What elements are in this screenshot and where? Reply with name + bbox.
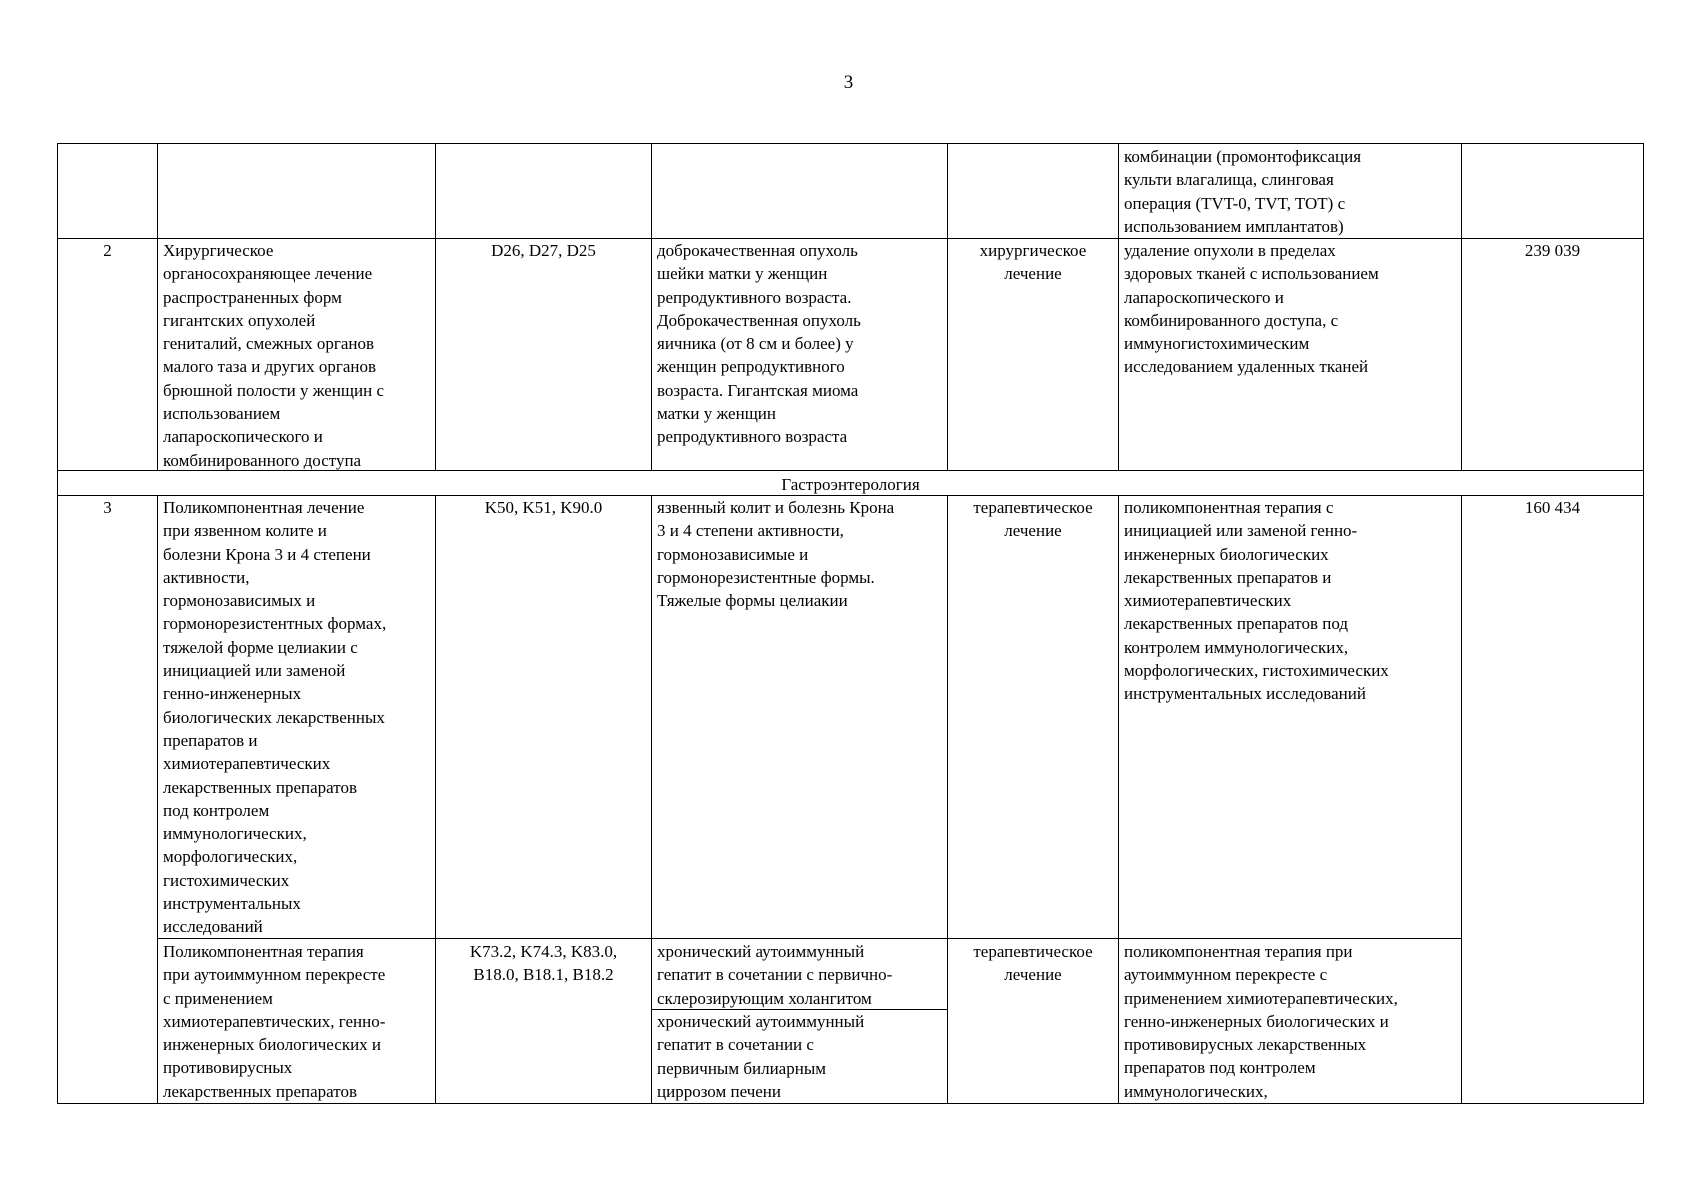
treatment-type-cell: терапевтическое лечение xyxy=(973,498,1093,541)
table-top-border xyxy=(57,143,1643,144)
icd-codes-cell: D26, D27, D25 xyxy=(491,241,596,260)
service-name-cell: Поликомпонентная лечение при язвенном колите и болезни Крона 3 и 4 степени активности, гормонозависимых и гормонорезистентных формах, тяжелой форме целиакии с инициацией или заменой генно-инженерных биологических лекарственных препаратов и химиотерапевтических лекарственных препаратов под контролем иммунологических, морфологических, гистохимических инструментальных исследований xyxy=(163,498,387,937)
column-divider xyxy=(1461,495,1462,1104)
method-cell: комбинации (промонтофиксация культи влагалища, слинговая операция (TVT-0, TVT, TOT) с использованием имплантатов) xyxy=(1124,147,1362,236)
patient-model-cell: доброкачественная опухоль шейки матки у женщин репродуктивного возраста. Доброкачественная опухоль яичника (от 8 см и более) у женщин репродуктивного возраста. Гигантская миома матки у женщин репродуктивного возраста xyxy=(657,241,861,447)
cost-cell: 239 039 xyxy=(1524,241,1581,260)
cost-cell: 160 434 xyxy=(1524,498,1581,517)
service-name-cell: Хирургическое органосохраняющее лечение распространенных форм гигантских опухолей гениталий, смежных органов малого таза и других органов брюшной полости у женщин с использованием лапароскопического и комбинированного доступа xyxy=(163,241,384,470)
method-cell: поликомпонентная терапия с инициацией или заменой генно- инженерных биологических лекарственных препаратов и химиотерапевтических лекарственных препаратов под контролем иммунологических, морфологических, гистохимических инструментальных исследований xyxy=(1124,498,1389,704)
table-left-border xyxy=(57,143,58,1104)
column-divider xyxy=(1118,143,1119,471)
patient-model-cell: язвенный колит и болезнь Крона 3 и 4 степени активности, гормонозависимые и гормонорезистентные формы. Тяжелые формы целиакии xyxy=(657,498,895,611)
page-number: 3 xyxy=(843,72,854,93)
treatment-type-cell: терапевтическое лечение xyxy=(973,942,1093,985)
column-divider xyxy=(947,143,948,471)
column-divider xyxy=(157,495,158,1104)
section-heading: Гастроэнтерология xyxy=(781,475,920,494)
service-name-cell: Поликомпонентная терапия при аутоиммунном перекресте с применением химиотерапевтических, генно- инженерных биологических и противовирусных лекарственных препаратов xyxy=(163,942,386,1101)
row-number-cell: 2 xyxy=(103,241,112,260)
patient-model-cell: хронический аутоиммунный гепатит в сочетании с первично- склерозирующим холангитом xyxy=(657,942,893,1008)
column-divider xyxy=(1461,143,1462,471)
column-divider xyxy=(157,143,158,471)
column-divider xyxy=(651,495,652,1104)
column-divider xyxy=(435,143,436,471)
treatment-type-cell: хирургическое лечение xyxy=(979,241,1087,284)
row-number-cell: 3 xyxy=(103,498,112,517)
method-cell: поликомпонентная терапия при аутоиммунном перекресте с применением химиотерапевтических, генно-инженерных биологических и противовирусных лекарственных препаратов под контролем иммунологических, xyxy=(1124,942,1398,1101)
column-divider xyxy=(1118,495,1119,1104)
patient-model-cell: хронический аутоиммунный гепатит в сочетании с первичным билиарным циррозом печени xyxy=(657,1012,865,1101)
table-right-border xyxy=(1643,143,1644,1104)
method-cell: удаление опухоли в пределах здоровых тканей с использованием лапароскопического и комбинированного доступа, с иммуногистохимическим исследованием удаленных тканей xyxy=(1124,241,1379,377)
column-divider xyxy=(651,143,652,471)
icd-codes-cell: K50, K51, K90.0 xyxy=(484,498,603,517)
icd-codes-cell: K73.2, K74.3, K83.0, B18.0, B18.1, B18.2 xyxy=(469,942,618,985)
